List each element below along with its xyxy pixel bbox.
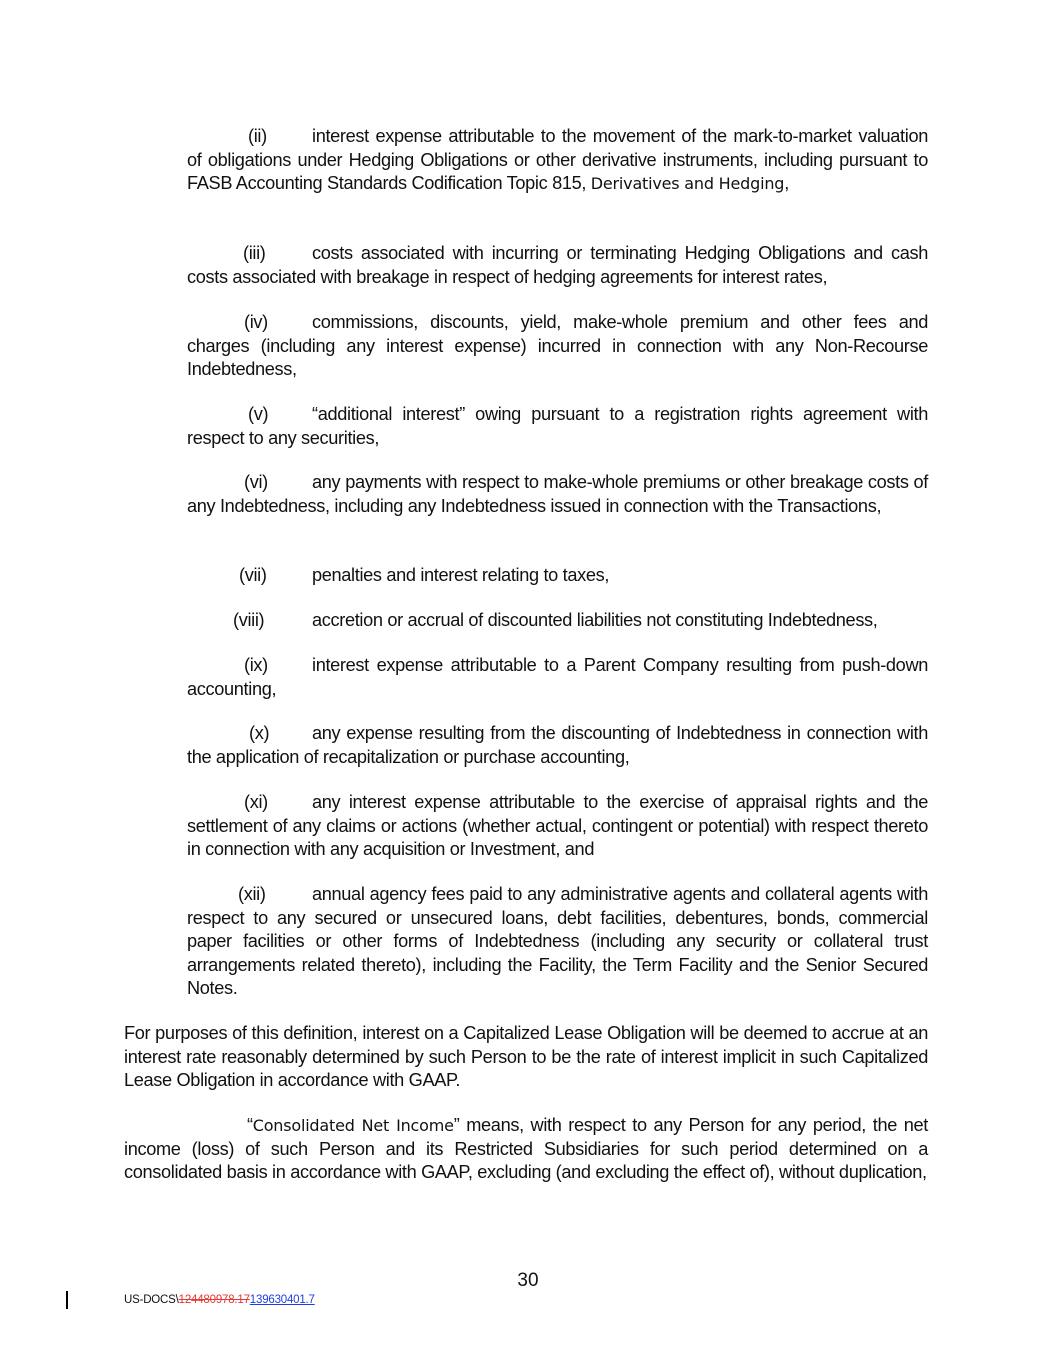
clause-text: penalties and interest relating to taxes,: [312, 565, 610, 585]
close-quote: ”: [453, 1115, 460, 1135]
clause-text: commissions, discounts, yield, make-whole premium and other fees and charges (including any interest expense) incurred in connection with any Non-Recourse Indebtedness,: [187, 312, 928, 379]
defined-term: Consolidated Net Income: [252, 1116, 454, 1135]
definition-paragraph: [124, 1114, 928, 1185]
purposes-paragraph: [124, 1022, 928, 1093]
clause-number: (ix): [244, 655, 268, 675]
clause-number: (v): [248, 404, 269, 424]
clause-text: accretion or accrual of discounted liabilities not constituting Indebtedness,: [312, 610, 878, 630]
clause-text: any interest expense attributable to the exercise of appraisal rights and the settlement of any claims or actions (whether actual, contingent or potential) with respect thereto in connection with any acquisition or Investment, and: [187, 792, 928, 859]
clause-vii: [187, 564, 928, 588]
clause-number: (vii): [239, 565, 267, 585]
reference-prefix: US-DOCS\: [124, 1294, 179, 1306]
clause-text: any expense resulting from the discounting of Indebtedness in connection with the application of recapitalization or purchase accounting,: [187, 723, 928, 767]
clause-ii: [187, 125, 928, 196]
clause-ix: [187, 654, 928, 701]
clause-xi: [187, 791, 928, 862]
clause-number: (iv): [244, 312, 268, 332]
clause-tail: ,: [784, 173, 789, 193]
clause-text: “additional interest” owing pursuant to a registration rights agreement with respect to any securities,: [187, 404, 928, 448]
deleted-reference: 124480978.17: [178, 1294, 250, 1306]
defined-term: Derivatives and Hedging: [590, 174, 785, 193]
inserted-reference[interactable]: 139630401.7: [249, 1294, 315, 1306]
clause-number: (x): [249, 723, 270, 743]
clause-vi: [187, 471, 928, 518]
clause-iii: [187, 242, 928, 289]
clause-text: costs associated with incurring or terminating Hedging Obligations and cash costs associated with breakage in respect of hedging agreements for interest rates,: [187, 243, 928, 287]
clause-text: any payments with respect to make-whole premiums or other breakage costs of any Indebtedness, including any Indebtedness issued in connection with the Transactions,: [187, 472, 928, 516]
clause-x: [187, 722, 928, 769]
clause-iv: [187, 311, 928, 382]
clause-v: [187, 403, 928, 450]
clause-number: (viii): [233, 610, 265, 630]
clause-text: interest expense attributable to a Parent Company resulting from push-down accounting,: [187, 655, 928, 699]
open-quote: “: [247, 1115, 253, 1135]
paragraph-text: For purposes of this definition, interest on a Capitalized Lease Obligation will be deemed to accrue at an interest rate reasonably determined by such Person to be the rate of interest implicit in such Capitalized Lease Obligation in accordance with GAAP.: [124, 1023, 928, 1090]
clause-xii: [187, 883, 928, 1001]
clause-text: annual agency fees paid to any administrative agents and collateral agents with respect to any secured or unsecured loans, debt facilities, debentures, bonds, commercial paper facilities or other forms of Indebtedness (including any security or collateral trust arrangements related thereto), including the Facility, the Term Facility and the Senior Secured Notes.: [187, 884, 928, 998]
clause-number: (xii): [238, 884, 266, 904]
clause-text: interest expense attributable to the movement of the mark-to-market valuation of obligations under Hedging Obligations or other derivative instruments, including pursuant to FASB Accounting Standards Codification Topic 815,: [187, 126, 928, 193]
clause-viii: [187, 609, 928, 633]
page-number: 30: [517, 1270, 539, 1291]
definition-text: means, with respect to any Person for any period, the net income (loss) of such Person and its Restricted Subsidiaries for such period determined on a consolidated basis in accordance with GAAP, excluding (and excluding the effect of), without duplication,: [124, 1115, 928, 1182]
clause-number: (vi): [244, 472, 268, 492]
clause-number: (ii): [248, 126, 267, 146]
revision-bar: [66, 1291, 68, 1309]
clause-number: (xi): [244, 792, 268, 812]
document-reference: [124, 1294, 315, 1306]
clause-number: (iii): [243, 243, 266, 263]
